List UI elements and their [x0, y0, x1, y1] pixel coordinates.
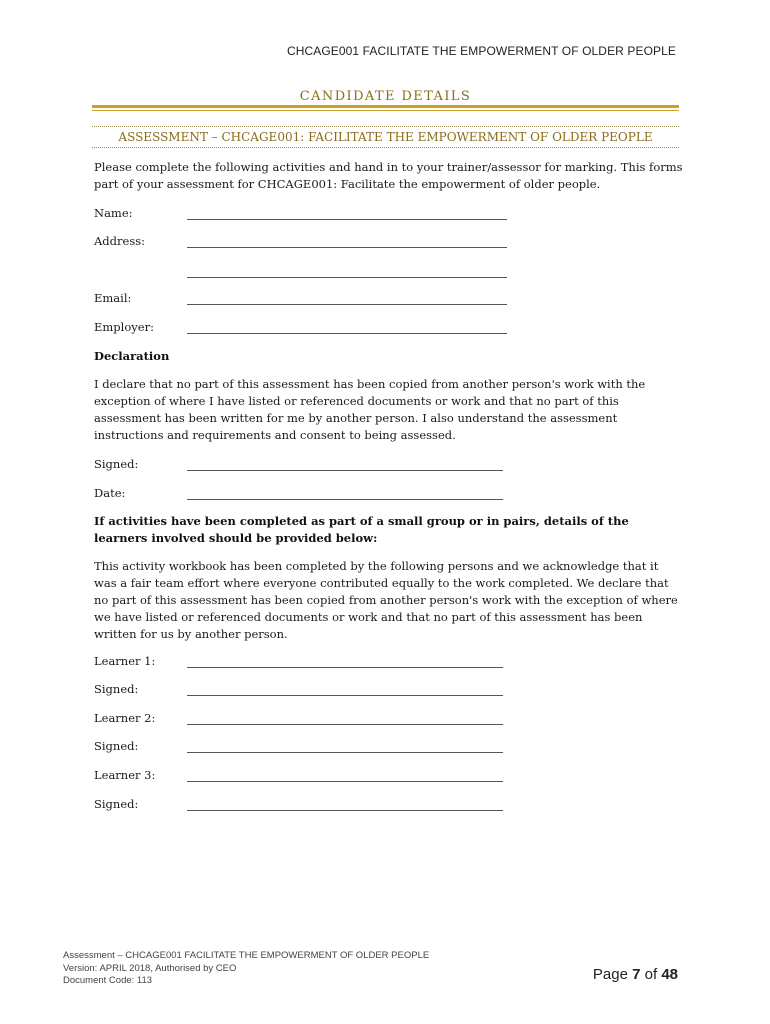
page-number: [593, 966, 678, 983]
page-prefix: Page: [592, 966, 628, 983]
learner-2-field[interactable]: [187, 724, 503, 725]
learner-3-label: Learner 3:: [94, 768, 156, 782]
section-title: CANDIDATE DETAILS: [299, 89, 472, 104]
intro-paragraph: Please complete the following activities and hand in to your trainer/assessor for marking. This forms part of your assessment for CHCAGE001: Facilitate the empowerment of older people.: [94, 160, 683, 191]
group-heading: If activities have been completed as part of a small group or in pairs, details of the learners involved should be provided below:: [94, 514, 629, 545]
name-label: Name:: [94, 206, 133, 220]
title-rule: [92, 105, 679, 108]
running-header: CHCAGE001 FACILITATE THE EMPOWERMENT OF OLDER PEOPLE: [286, 44, 676, 58]
footer-version: Version: APRIL 2018, Authorised by CEO: [63, 962, 237, 974]
email-field[interactable]: [187, 304, 507, 305]
employer-field[interactable]: [187, 333, 507, 334]
footer-document-code: Document Code: 113: [63, 975, 153, 986]
learner-3-signed-label: Signed:: [94, 797, 139, 811]
page-current: 7: [632, 966, 641, 983]
learner-1-label: Learner 1:: [94, 654, 156, 668]
learner-1-signed-label: Signed:: [94, 682, 139, 696]
learner-2-signed-field[interactable]: [187, 752, 503, 753]
address-field-line-2[interactable]: [187, 277, 507, 278]
declaration-heading: Declaration: [94, 349, 170, 363]
footer: [63, 950, 429, 988]
declaration-signed-label: Signed:: [94, 457, 139, 471]
email-label: Email:: [94, 291, 132, 305]
learner-3-field[interactable]: [187, 781, 503, 782]
learner-3-signed-field[interactable]: [187, 810, 503, 811]
declaration-signed-field[interactable]: [187, 470, 503, 471]
assessment-border-top: [92, 126, 679, 127]
learner-1-signed-field[interactable]: [187, 695, 503, 696]
address-field-line-1[interactable]: [187, 247, 507, 248]
address-label: Address:: [94, 234, 146, 248]
learner-1-field[interactable]: [187, 667, 503, 668]
declaration-paragraph: I declare that no part of this assessment has been copied from another person's work with the exception of where I have listed or referenced documents or work and that no part of this assessment has been written for me by another person. I also understand the assessment instructions and requirements and consent to being assessed.: [94, 377, 646, 442]
page-total: 48: [661, 966, 678, 983]
assessment-border-bottom: [92, 147, 679, 148]
footer-assessment: Assessment – CHCAGE001 FACILITATE THE EMPOWERMENT OF OLDER PEOPLE: [63, 950, 430, 961]
name-field[interactable]: [187, 219, 507, 220]
declaration-date-label: Date:: [94, 486, 126, 500]
group-paragraph: This activity workbook has been completed by the following persons and we acknowledge that it was a fair team effort where everyone contributed equally to the work completed. We declare that no part of this assessment has been copied from another person's work with the exception of where we have listed or referenced documents or work and that no part of this assessment has been written for us by another person.: [94, 559, 678, 641]
declaration-date-field[interactable]: [187, 499, 503, 500]
assessment-title: ASSESSMENT – CHCAGE001: FACILITATE THE EMPOWERMENT OF OLDER PEOPLE: [118, 130, 653, 144]
page-of: of: [644, 966, 658, 983]
title-rule-thin: [92, 110, 679, 111]
employer-label: Employer:: [94, 320, 154, 334]
learner-2-label: Learner 2:: [94, 711, 156, 725]
learner-2-signed-label: Signed:: [94, 739, 139, 753]
